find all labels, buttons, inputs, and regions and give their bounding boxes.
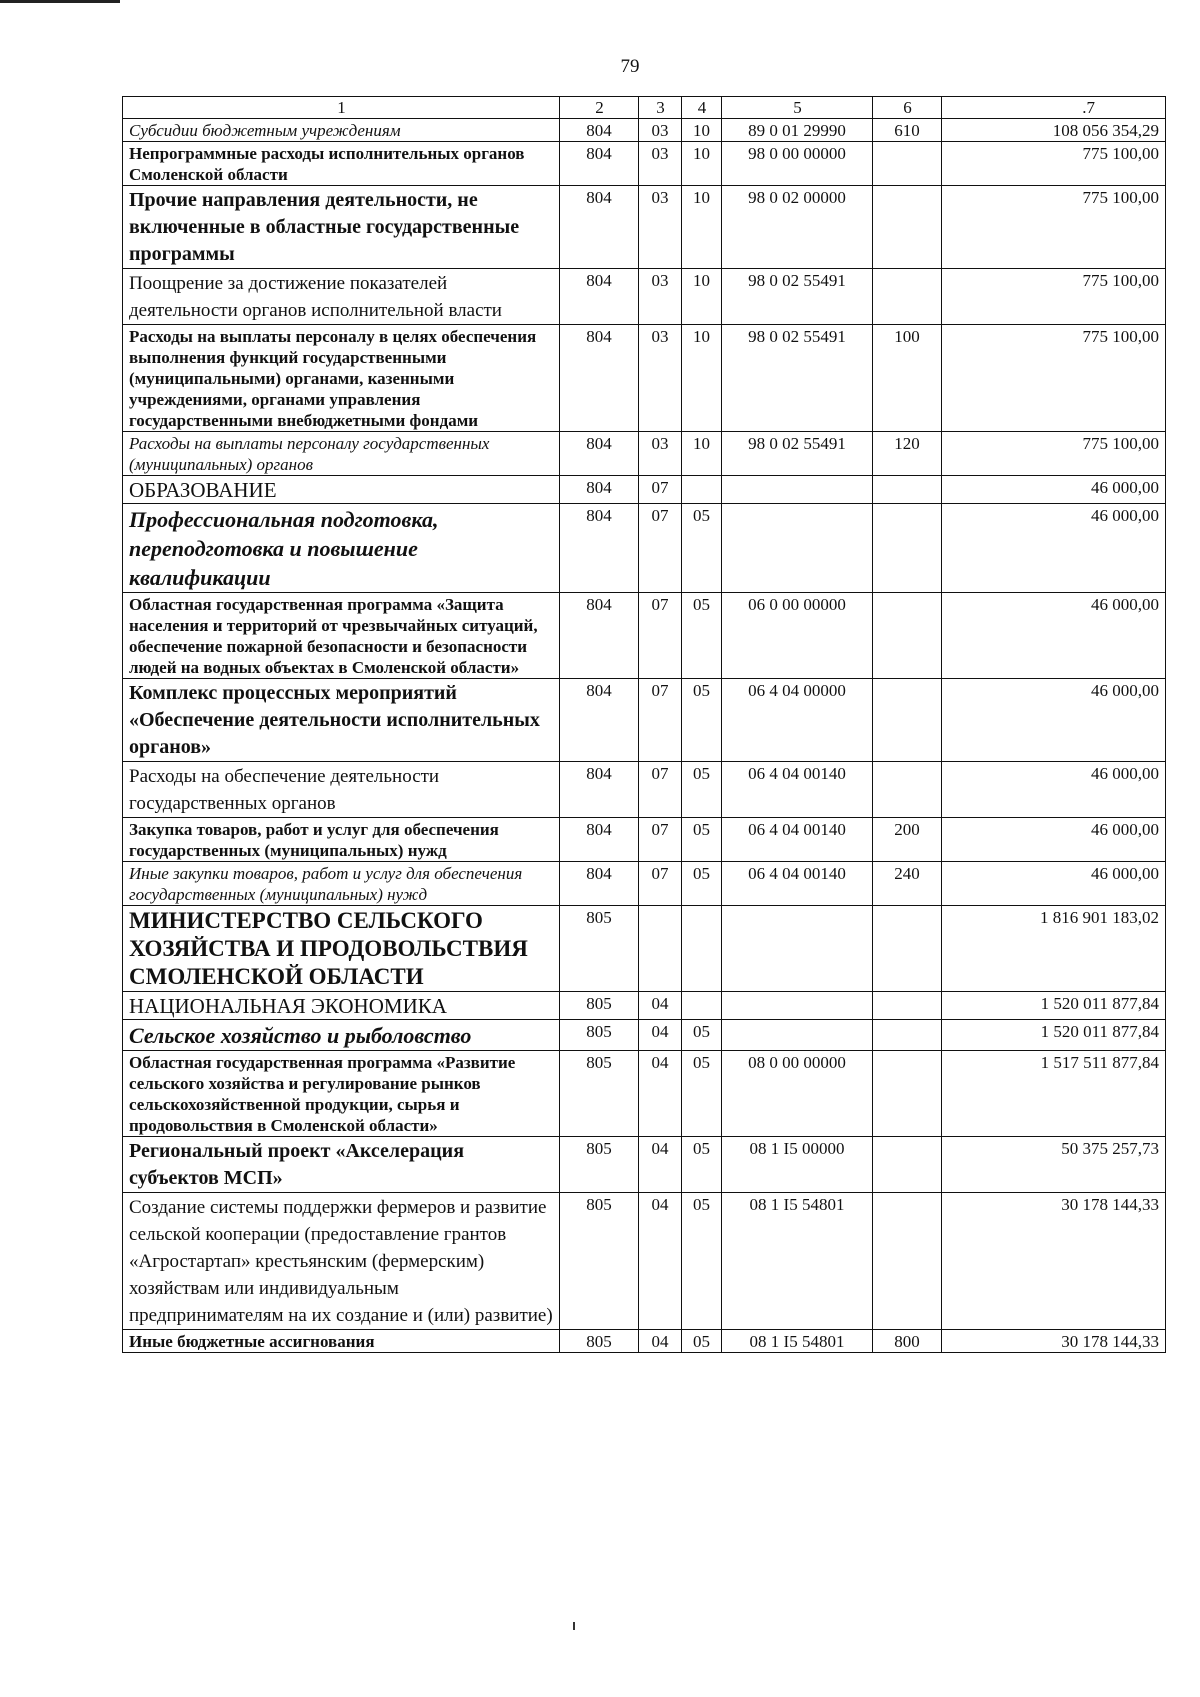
row-name: НАЦИОНАЛЬНАЯ ЭКОНОМИКА — [123, 992, 560, 1020]
expense-type-code — [873, 476, 942, 504]
expense-type-code: 200 — [873, 818, 942, 862]
amount-value: 1 517 511 877,84 — [942, 1051, 1166, 1137]
subsection-code — [682, 992, 722, 1020]
subsection-code: 05 — [682, 1051, 722, 1137]
target-article-code: 06 4 04 00140 — [722, 818, 873, 862]
expense-type-code — [873, 992, 942, 1020]
row-name: Поощрение за достижение показателей деятельности органов исполнительной власти — [123, 269, 560, 325]
expense-type-code — [873, 1051, 942, 1137]
amount-value: 1 520 011 877,84 — [942, 1020, 1166, 1051]
column-header: 5 — [722, 97, 873, 119]
table-row — [123, 142, 1166, 186]
table-row — [123, 432, 1166, 476]
subsection-code: 10 — [682, 119, 722, 142]
subsection-code: 05 — [682, 1137, 722, 1193]
expense-type-code: 120 — [873, 432, 942, 476]
target-article-code: 98 0 00 00000 — [722, 142, 873, 186]
amount-value: 775 100,00 — [942, 432, 1166, 476]
expense-type-code — [873, 186, 942, 269]
row-name: Региональный проект «Акселерация субъектов МСП» — [123, 1137, 560, 1193]
row-name: МИНИСТЕРСТВО СЕЛЬСКОГО ХОЗЯЙСТВА И ПРОДОВОЛЬСТВИЯ СМОЛЕНСКОЙ ОБЛАСТИ — [123, 906, 560, 992]
column-header: 3 — [639, 97, 682, 119]
subsection-code: 10 — [682, 325, 722, 432]
subsection-code: 10 — [682, 432, 722, 476]
section-code: 04 — [639, 1020, 682, 1051]
row-name: ОБРАЗОВАНИЕ — [123, 476, 560, 504]
row-name: Прочие направления деятельности, не включенные в областные государственные программы — [123, 186, 560, 269]
section-code: 07 — [639, 593, 682, 679]
row-name: Расходы на обеспечение деятельности государственных органов — [123, 762, 560, 818]
section-code: 07 — [639, 504, 682, 593]
subsection-code: 05 — [682, 1193, 722, 1330]
subsection-code: 10 — [682, 186, 722, 269]
table-row — [123, 186, 1166, 269]
target-article-code — [722, 476, 873, 504]
amount-value: 46 000,00 — [942, 504, 1166, 593]
target-article-code — [722, 504, 873, 593]
row-name: Комплекс процессных мероприятий «Обеспечение деятельности исполнительных органов» — [123, 679, 560, 762]
table-row — [123, 762, 1166, 818]
table-row — [123, 504, 1166, 593]
target-article-code: 06 4 04 00000 — [722, 679, 873, 762]
ministry-code: 804 — [560, 679, 639, 762]
target-article-code: 98 0 02 00000 — [722, 186, 873, 269]
row-name: Областная государственная программа «Развитие сельского хозяйства и регулирование рынков сельскохозяйственной продукции, сырья и продовольствия в Смоленской области» — [123, 1051, 560, 1137]
column-header: 1 — [123, 97, 560, 119]
table-row — [123, 593, 1166, 679]
table-row — [123, 862, 1166, 906]
amount-value: 775 100,00 — [942, 325, 1166, 432]
amount-value: 108 056 354,29 — [942, 119, 1166, 142]
row-name: Областная государственная программа «Защита населения и территорий от чрезвычайных ситуаций, обеспечение пожарной безопасности и безопасности людей на водных объектах в Смоленской области» — [123, 593, 560, 679]
table-row — [123, 992, 1166, 1020]
amount-value: 46 000,00 — [942, 476, 1166, 504]
subsection-code: 05 — [682, 862, 722, 906]
amount-value: 46 000,00 — [942, 762, 1166, 818]
target-article-code: 98 0 02 55491 — [722, 325, 873, 432]
table-row — [123, 269, 1166, 325]
target-article-code — [722, 1020, 873, 1051]
column-header: .7 — [942, 97, 1166, 119]
table-row — [123, 1137, 1166, 1193]
table-row — [123, 1051, 1166, 1137]
ministry-code: 804 — [560, 432, 639, 476]
expense-type-code — [873, 906, 942, 992]
section-code: 04 — [639, 1051, 682, 1137]
subsection-code: 05 — [682, 504, 722, 593]
section-code: 03 — [639, 432, 682, 476]
table-row — [123, 818, 1166, 862]
target-article-code: 06 4 04 00140 — [722, 862, 873, 906]
table-row — [123, 1193, 1166, 1330]
ministry-code: 805 — [560, 1051, 639, 1137]
subsection-code: 10 — [682, 142, 722, 186]
expense-type-code: 800 — [873, 1330, 942, 1353]
section-code: 07 — [639, 476, 682, 504]
expense-type-code: 610 — [873, 119, 942, 142]
section-code: 07 — [639, 862, 682, 906]
section-code: 04 — [639, 1193, 682, 1330]
column-header: 4 — [682, 97, 722, 119]
subsection-code: 05 — [682, 1020, 722, 1051]
ministry-code: 805 — [560, 1193, 639, 1330]
ministry-code: 804 — [560, 142, 639, 186]
page-number: 79 — [620, 56, 640, 77]
row-name: Профессиональная подготовка, переподготовка и повышение квалификации — [123, 504, 560, 593]
table-body — [123, 119, 1166, 1353]
amount-value: 46 000,00 — [942, 679, 1166, 762]
column-header: 2 — [560, 97, 639, 119]
table-row — [123, 679, 1166, 762]
section-code: 07 — [639, 679, 682, 762]
expense-type-code — [873, 1193, 942, 1330]
expense-type-code — [873, 269, 942, 325]
section-code: 03 — [639, 325, 682, 432]
expense-type-code: 240 — [873, 862, 942, 906]
ministry-code: 805 — [560, 906, 639, 992]
ministry-code: 804 — [560, 476, 639, 504]
row-name: Субсидии бюджетным учреждениям — [123, 119, 560, 142]
ministry-code: 805 — [560, 1137, 639, 1193]
ministry-code: 804 — [560, 119, 639, 142]
section-code: 07 — [639, 762, 682, 818]
expense-type-code: 100 — [873, 325, 942, 432]
section-code: 03 — [639, 142, 682, 186]
row-name: Иные закупки товаров, работ и услуг для обеспечения государственных (муниципальных) нужд — [123, 862, 560, 906]
target-article-code: 89 0 01 29990 — [722, 119, 873, 142]
subsection-code: 05 — [682, 1330, 722, 1353]
section-code: 03 — [639, 186, 682, 269]
expense-type-code — [873, 679, 942, 762]
table-row — [123, 1330, 1166, 1353]
subsection-code — [682, 476, 722, 504]
target-article-code: 06 4 04 00140 — [722, 762, 873, 818]
section-code: 07 — [639, 818, 682, 862]
expense-type-code — [873, 593, 942, 679]
subsection-code: 05 — [682, 818, 722, 862]
target-article-code: 08 1 I5 54801 — [722, 1330, 873, 1353]
ministry-code: 805 — [560, 1330, 639, 1353]
row-name: Расходы на выплаты персоналу в целях обеспечения выполнения функций государственными (муниципальными) органами, казенными учреждениями, органами управления государственными внебюджетными фондами — [123, 325, 560, 432]
amount-value: 46 000,00 — [942, 593, 1166, 679]
table-row — [123, 476, 1166, 504]
row-name: Иные бюджетные ассигнования — [123, 1330, 560, 1353]
table-row — [123, 906, 1166, 992]
amount-value: 775 100,00 — [942, 269, 1166, 325]
ministry-code: 804 — [560, 818, 639, 862]
amount-value: 1 520 011 877,84 — [942, 992, 1166, 1020]
ministry-code: 804 — [560, 325, 639, 432]
amount-value: 30 178 144,33 — [942, 1330, 1166, 1353]
ministry-code: 805 — [560, 1020, 639, 1051]
row-name: Сельское хозяйство и рыболовство — [123, 1020, 560, 1051]
expense-type-code — [873, 504, 942, 593]
budget-table — [122, 96, 1166, 1353]
target-article-code: 08 0 00 00000 — [722, 1051, 873, 1137]
amount-value: 46 000,00 — [942, 818, 1166, 862]
target-article-code: 08 1 I5 00000 — [722, 1137, 873, 1193]
expense-type-code — [873, 142, 942, 186]
row-name: Расходы на выплаты персоналу государственных (муниципальных) органов — [123, 432, 560, 476]
subsection-code: 05 — [682, 593, 722, 679]
target-article-code: 08 1 I5 54801 — [722, 1193, 873, 1330]
column-header: 6 — [873, 97, 942, 119]
amount-value: 30 178 144,33 — [942, 1193, 1166, 1330]
row-name: Закупка товаров, работ и услуг для обеспечения государственных (муниципальных) нужд — [123, 818, 560, 862]
ministry-code: 805 — [560, 992, 639, 1020]
expense-type-code — [873, 762, 942, 818]
section-code: 04 — [639, 1330, 682, 1353]
amount-value: 1 816 901 183,02 — [942, 906, 1166, 992]
scan-artifact — [573, 1622, 575, 1630]
amount-value: 46 000,00 — [942, 862, 1166, 906]
ministry-code: 804 — [560, 186, 639, 269]
section-code — [639, 906, 682, 992]
row-name: Создание системы поддержки фермеров и развитие сельской кооперации (предоставление грантов «Агростартап» крестьянским (фермерским) хозяйствам или индивидуальным предпринимателям на их создание и (или) развитие) — [123, 1193, 560, 1330]
subsection-code — [682, 906, 722, 992]
target-article-code: 98 0 02 55491 — [722, 432, 873, 476]
ministry-code: 804 — [560, 862, 639, 906]
amount-value: 775 100,00 — [942, 142, 1166, 186]
subsection-code: 10 — [682, 269, 722, 325]
ministry-code: 804 — [560, 504, 639, 593]
section-code: 03 — [639, 119, 682, 142]
table-row — [123, 1020, 1166, 1051]
table-row — [123, 325, 1166, 432]
target-article-code: 98 0 02 55491 — [722, 269, 873, 325]
table-row — [123, 119, 1166, 142]
expense-type-code — [873, 1020, 942, 1051]
ministry-code: 804 — [560, 593, 639, 679]
amount-value: 50 375 257,73 — [942, 1137, 1166, 1193]
target-article-code: 06 0 00 00000 — [722, 593, 873, 679]
ministry-code: 804 — [560, 269, 639, 325]
target-article-code — [722, 906, 873, 992]
subsection-code: 05 — [682, 762, 722, 818]
section-code: 04 — [639, 1137, 682, 1193]
section-code: 03 — [639, 269, 682, 325]
amount-value: 775 100,00 — [942, 186, 1166, 269]
ministry-code: 804 — [560, 762, 639, 818]
row-name: Непрограммные расходы исполнительных органов Смоленской области — [123, 142, 560, 186]
section-code: 04 — [639, 992, 682, 1020]
target-article-code — [722, 992, 873, 1020]
table-header-row — [123, 97, 1166, 119]
expense-type-code — [873, 1137, 942, 1193]
subsection-code: 05 — [682, 679, 722, 762]
scan-edge-mark — [0, 0, 120, 3]
